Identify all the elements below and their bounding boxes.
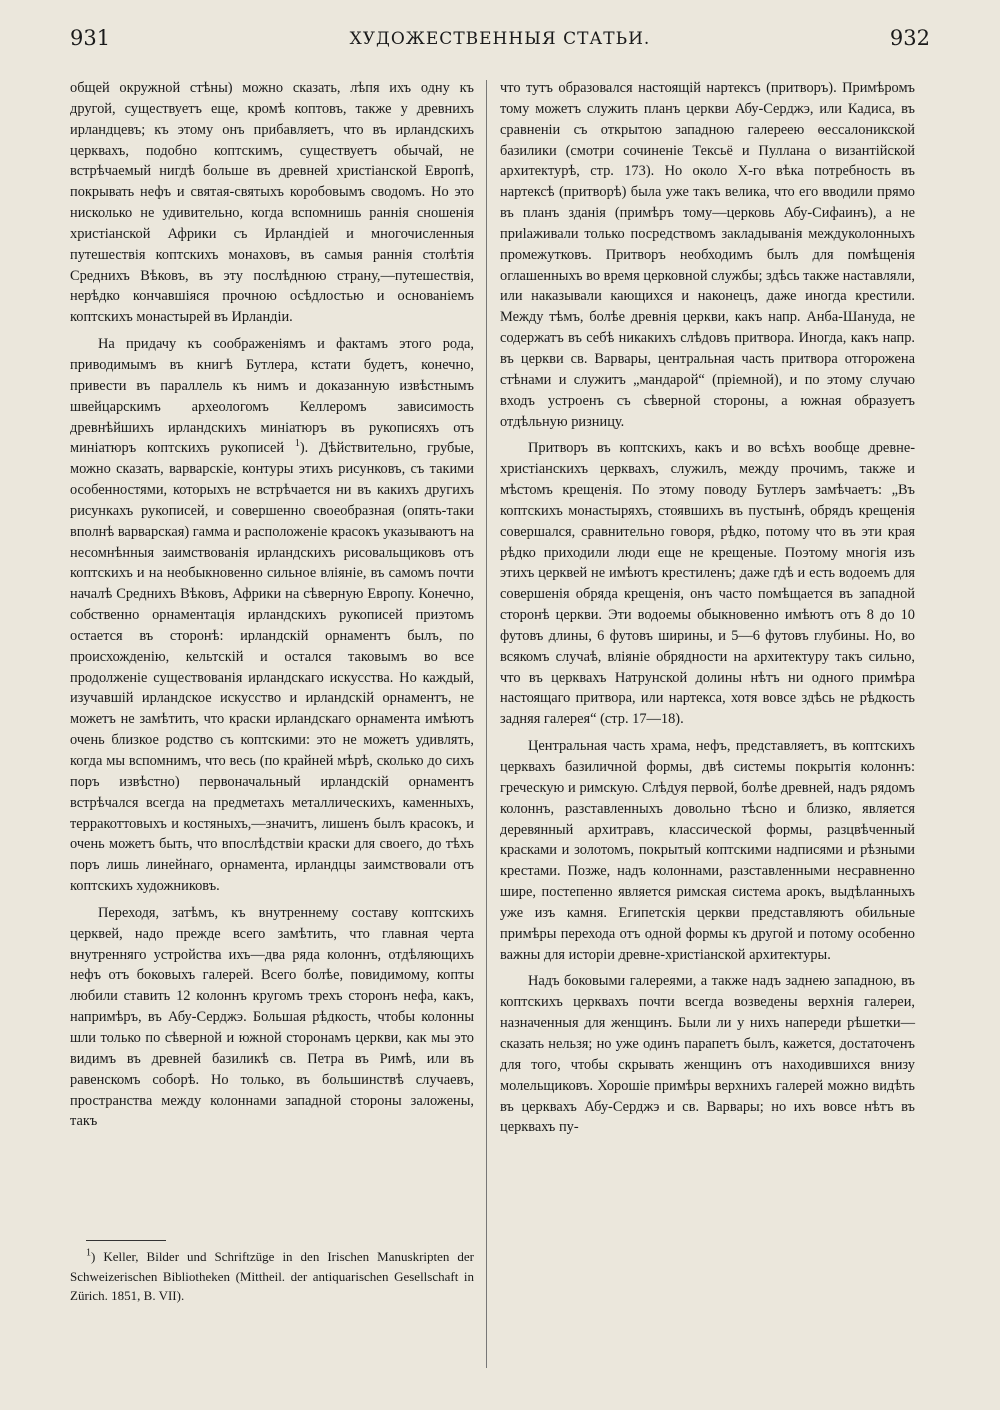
left-column (70, 78, 474, 1132)
paragraph (70, 334, 474, 897)
paragraph: общей окружной стѣны) можно сказать, лѣпя ихъ одну къ другой, существуетъ еще, кромѣ коптовъ, также у древнихъ ирландцевъ; къ этому онъ прибавляетъ, что въ ирландскихъ церквахъ, подобно коптскимъ, существуетъ обычай, не встрѣчаемый нигдѣ больше въ древней христіанской Европѣ, покрывать нефъ и святая-святыхъ коробовымъ сводомъ. Но это нисколько не удивительно, когда вспомнишь раннія сношенія христіанской Африки съ Ирландіей и многочисленныя путешествія коптскихъ монаховъ, въ самыя раннія столѣтія Среднихъ Вѣковъ, въ эту послѣднюю страну,—путешествія, нерѣдко кончавшіяся прочною осѣдлостью и основаніемъ коптскихъ монастырей въ Ирландіи. (70, 80, 474, 326)
right-column (500, 78, 915, 1138)
footnote-mark: 1 (86, 1247, 91, 1259)
footnote-text (70, 1247, 474, 1306)
paragraph-text: ). Дѣйствительно, грубые, можно сказать, варварскіе, контуры этихъ рисунковъ, съ такими особенностями, которыхъ не встрѣчается ни въ какихъ другихъ рисункахъ рукописей, и совершенно своеобразная (опять-таки вполнѣ варварская) гамма и расположеніе красокъ указываютъ на несомнѣнныя заимствованія ирландскихъ рисовальщиковъ отъ коптскихъ и на необыкновенно сильное вліяніе, въ самомъ почти началѣ Среднихъ Вѣковъ, Африки на сѣверную Европу. Конечно, собственно орнаментація ирландскихъ рукописей приэтомъ остается въ сторонѣ: ирландскій орнаментъ былъ, по происхожденію, кельтскій и остался таковымъ во все продолженіе существованія ирландскаго искусства. Но каждый, изучавшій ирландское искусство и ирландскій орнаментъ, не можетъ не замѣтить, что краски ирландскаго орнамента имѣютъ очень близкое родство съ коптскими: это не можетъ удивлять, когда мы вспомнимъ, что весь (по крайней мѣрѣ, сколько до сихъ поръ извѣстно) первоначальный ирландскій орнаментъ встрѣчался всегда на предметахъ металлическихъ, каменныхъ, терракоттовыхъ и костяныхъ,—значитъ, лишенъ былъ красокъ, и очень можетъ быть, что впослѣдствіи краски для своего, до тѣхъ поръ лишь линейнаго, орнамента, ирландцы заимствовали отъ коптскихъ художниковъ. (70, 440, 474, 895)
page-header (70, 26, 930, 62)
column-divider (486, 80, 487, 1368)
paragraph: Переходя, затѣмъ, къ внутреннему составу коптскихъ церквей, надо прежде всего замѣтить, что главная черта внутренняго устройства ихъ—два ряда колоннъ, отдѣляющихъ нефъ отъ боковыхъ галерей. Всего болѣе, повидимому, копты любили ставить 12 колоннъ кругомъ трехъ сторонъ нефа, какъ, напримѣръ, въ Абу-Серджэ. Большая рѣдкость, чтобы колонны шли только по сѣверной и южной сторонамъ церкви, как мы это видимъ въ древней базиликѣ св. Петра въ Римѣ, или въ равенскомъ соборѣ. Но только, въ большинствѣ случаевъ, пространства между колоннами западной стороны заложены, такъ (70, 904, 474, 1130)
paragraph: Притворъ въ коптскихъ, какъ и во всѣхъ вообще древне-христіанскихъ церквахъ, служилъ, между прочимъ, также и мѣстомъ крещенія. По этому поводу Бутлеръ замѣчаетъ: „Въ коптскихъ монастыряхъ, стоявшихъ въ пустынѣ, обрядъ крещенія совершался, сравнительно говоря, рѣдко, потому что въ эти края рѣдко приходили люди еще не крещеные. Поэтому многія изъ этихъ церквей не имѣютъ крестиленъ; даже гдѣ и есть водоемъ для совершенія обряда крещенія, онъ часто помѣщается въ западной сторонѣ церкви. Эти водоемы обыкновенно имѣютъ отъ 8 до 10 футовъ длины, 6 футовъ ширины, и 5—6 футовъ глубины. Но, во всякомъ случаѣ, вліяніе обрядности на архитектуру такъ сильно, что въ церквахъ Натрунской долины нѣтъ ни одного примѣра настоящаго притвора, или нартекса, хотя вовсе здѣсь не рѣдкость задняя галерея“ (стр. 17—18). (500, 440, 915, 728)
footnote-ref: 1 (294, 438, 300, 450)
page-number-right: 932 (889, 26, 930, 50)
paragraph: Центральная часть храма, нефъ, представляетъ, въ коптскихъ церквахъ базиличной формы, двѣ системы покрытія колоннъ: греческую и римскую. Слѣдуя первой, болѣе древней, надъ рядомъ колоннъ, разставленныхъ довольно тѣсно и близко, является деревянный архитравъ, классической формы, разцвѣченный красками и золотомъ, покрытый коптскими надписями и рѣзными крестами. Позже, надъ колоннами, разставленными несравненно шире, постепенно является римская система арокъ, выдѣланныхъ уже изъ камня. Египетскія церкви представляютъ обильные примѣры перехода отъ одной формы къ другой и потому особенно важны для исторіи древне-христіанской архитектуры. (500, 738, 915, 963)
footnote (70, 1247, 474, 1306)
paragraph: Надъ боковыми галереями, а также надъ заднею западною, въ коптскихъ церквахъ почти всегда возведены верхнія галереи, назначенныя для женщинъ. Были ли у нихъ напереди рѣшетки—сказать нельзя; но уже одинъ парапетъ былъ, кажется, достаточенъ для того, чтобы скрывать женщинъ отъ находившихся внизу молельщиковъ. Хорошіе примѣры верхнихъ галерей можно видѣть въ церквахъ Абу-Серджэ и св. Варвары; но ихъ вовсе нѣтъ въ церквахъ пу- (500, 973, 915, 1136)
page-number-left: 931 (70, 26, 111, 50)
paragraph-text: На придачу къ соображеніямъ и фактамъ этого рода, приводимымъ въ книгѣ Бутлера, кстати будетъ, конечно, привести въ параллель къ нимъ и доказанную извѣстнымъ швейцарскимъ археологомъ Келлеромъ зависимость древнѣйшихъ ирландскихъ миніатюръ въ рукописяхъ отъ миніатюръ коптскихъ рукописей (70, 336, 474, 457)
paragraph: что тутъ образовался настоящій нартексъ (притворъ). Примѣромъ тому можетъ служить планъ церкви Абу-Серджэ, или Кадиса, въ сравненіи съ открытою западною галереею ѳессалоникской базилики (смотри сочиненіе Тексьё и Пуллана о византійской архитектурѣ, стр. 173). Но около X-го вѣка потребность въ нартексѣ (притворѣ) была уже такъ велика, что его вводили прямо въ планъ зданія (примѣръ тому—церковь Абу-Сифаинъ), а не приlaживали только посредствомъ закладыванія междуколонныхъ промежутковъ. Притворъ необходимъ былъ для помѣщенія оглашенныхъ во время церковной службы; здѣсь также наставляли, или наказывали кающихся и наконецъ, даже иногда крестили. Между тѣмъ, болѣе древнія церкви, какъ напр. Анба-Шануда, не содержатъ въ себѣ никакихъ слѣдовъ притвора. Иногда, какъ напр. въ церкви св. Варвары, центральная часть притвора отгорожена стѣнами и служитъ „мандарой“ (пріемной), и по этому случаю входъ устроенъ съ сѣверной стороны, а южная образуетъ отдѣльную ризницу. (500, 80, 915, 430)
footnote-body: ) Keller, Bilder und Schriftzüge in den Irischen Manuskripten der Schweizerischen Bibliotheken (Mittheil. der antiquarischen Gesellschaft in Zürich. 1851, B. VII). (70, 1249, 474, 1303)
running-title: ХУДОЖЕСТВЕННЫЯ СТАТЬИ. (349, 29, 651, 49)
footnote-rule (86, 1240, 166, 1241)
